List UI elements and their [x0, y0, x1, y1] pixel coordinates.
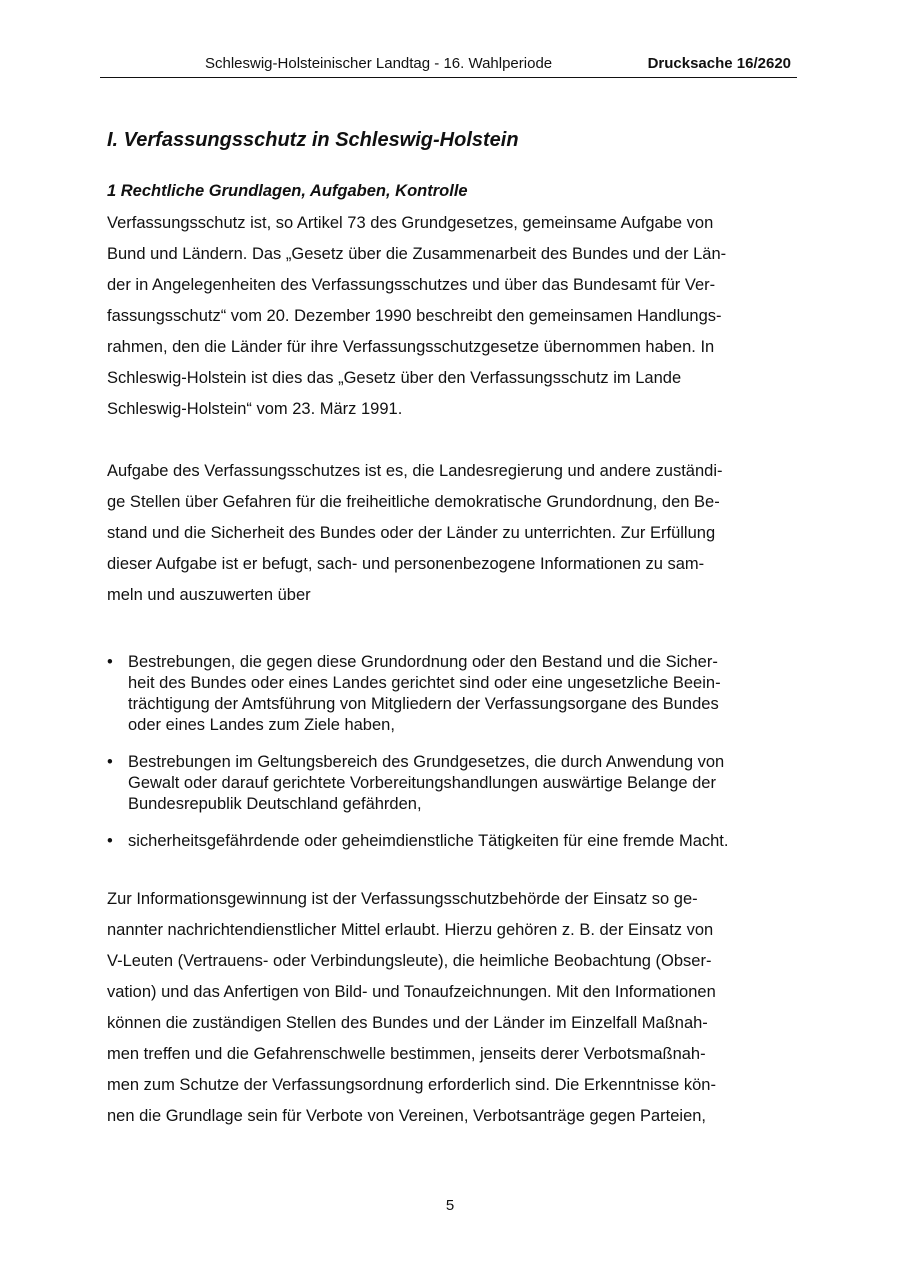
text-line: rahmen, den die Länder für ihre Verfassungsschutzgesetze übernommen haben. In [107, 338, 715, 356]
text-line: men treffen und die Gefahrenschwelle bestimmen, jenseits derer Verbotsmaßnah- [107, 1045, 706, 1063]
page-number: 5 [445, 1197, 455, 1214]
text-line: heit des Bundes oder eines Landes gerichtet sind oder eine ungesetzliche Beein- [128, 674, 721, 692]
paragraph-intelligence-means [107, 884, 792, 1132]
paragraph-legal-basis [107, 208, 792, 425]
text-line: stand und die Sicherheit des Bundes oder der Länder zu unterrichten. Zur Erfüllung [107, 524, 716, 542]
text-line: ge Stellen über Gefahren für die freiheitliche demokratische Grundordnung, den Be- [107, 493, 720, 511]
list-item [107, 831, 792, 852]
text-line: Aufgabe des Verfassungsschutzes ist es, die Landesregierung und andere zuständi- [107, 462, 723, 480]
bullet-icon: • [107, 753, 113, 771]
text-line: Zur Informationsgewinnung ist der Verfassungsschutzbehörde der Einsatz so ge- [107, 890, 698, 908]
text-line: meln und auszuwerten über [107, 586, 311, 604]
text-line: men zum Schutze der Verfassungsordnung erforderlich sind. Die Erkenntnisse kön- [107, 1076, 716, 1094]
bullet-icon: • [107, 832, 113, 850]
text-line: Gewalt oder darauf gerichtete Vorbereitungshandlungen auswärtige Belange der [128, 774, 716, 792]
text-line: V-Leuten (Vertrauens- oder Verbindungsleute), die heimliche Beobachtung (Obser- [107, 952, 712, 970]
list-item [107, 652, 792, 736]
text-line: dieser Aufgabe ist er befugt, sach- und personenbezogene Informationen zu sam- [107, 555, 705, 573]
text-line: Bund und Ländern. Das „Gesetz über die Zusammenarbeit des Bundes und der Län- [107, 245, 727, 263]
text-line: Bestrebungen, die gegen diese Grundordnung oder den Bestand und die Sicher- [128, 653, 718, 671]
text-line: Schleswig-Holstein ist dies das „Gesetz über den Verfassungsschutz im Lande [107, 369, 682, 387]
section-title: I. Verfassungsschutz in Schleswig-Holstein [107, 129, 519, 151]
text-line: Verfassungsschutz ist, so Artikel 73 des Grundgesetzes, gemeinsame Aufgabe von [107, 214, 714, 232]
bullet-icon: • [107, 653, 113, 671]
text-line: Schleswig-Holstein“ vom 23. März 1991. [107, 400, 403, 418]
list-item [107, 752, 792, 815]
text-line: nen die Grundlage sein für Verbote von Vereinen, Verbotsanträge gegen Parteien, [107, 1107, 707, 1125]
text-line: der in Angelegenheiten des Verfassungsschutzes und über das Bundesamt für Ver- [107, 276, 716, 294]
text-line: Bestrebungen im Geltungsbereich des Grundgesetzes, die durch Anwendung von [128, 753, 725, 771]
text-line: trächtigung der Amtsführung von Mitgliedern der Verfassungsorgane des Bundes [128, 695, 719, 713]
text-line: fassungsschutz“ vom 20. Dezember 1990 beschreibt den gemeinsamen Handlungs- [107, 307, 722, 325]
text-line: oder eines Landes zum Ziele haben, [128, 716, 395, 734]
header-title: Schleswig-Holsteinischer Landtag - 16. Wahlperiode [205, 55, 553, 72]
text-line: sicherheitsgefährdende oder geheimdienstliche Tätigkeiten für eine fremde Macht. [128, 832, 729, 850]
page-header [100, 53, 797, 78]
text-line: können die zuständigen Stellen des Bundes und der Länder im Einzelfall Maßnah- [107, 1014, 708, 1032]
document-body [107, 126, 792, 1132]
bullet-list [107, 652, 792, 852]
text-line: Bundesrepublik Deutschland gefährden, [128, 795, 422, 813]
text-line: vation) und das Anfertigen von Bild- und Tonaufzeichnungen. Mit den Informationen [107, 983, 716, 1001]
paragraph-tasks [107, 456, 792, 611]
subsection-title: 1 Rechtliche Grundlagen, Aufgaben, Kontrolle [107, 182, 468, 200]
text-line: nannter nachrichtendienstlicher Mittel erlaubt. Hierzu gehören z. B. der Einsatz von [107, 921, 714, 939]
document-number: Drucksache 16/2620 [647, 55, 791, 72]
